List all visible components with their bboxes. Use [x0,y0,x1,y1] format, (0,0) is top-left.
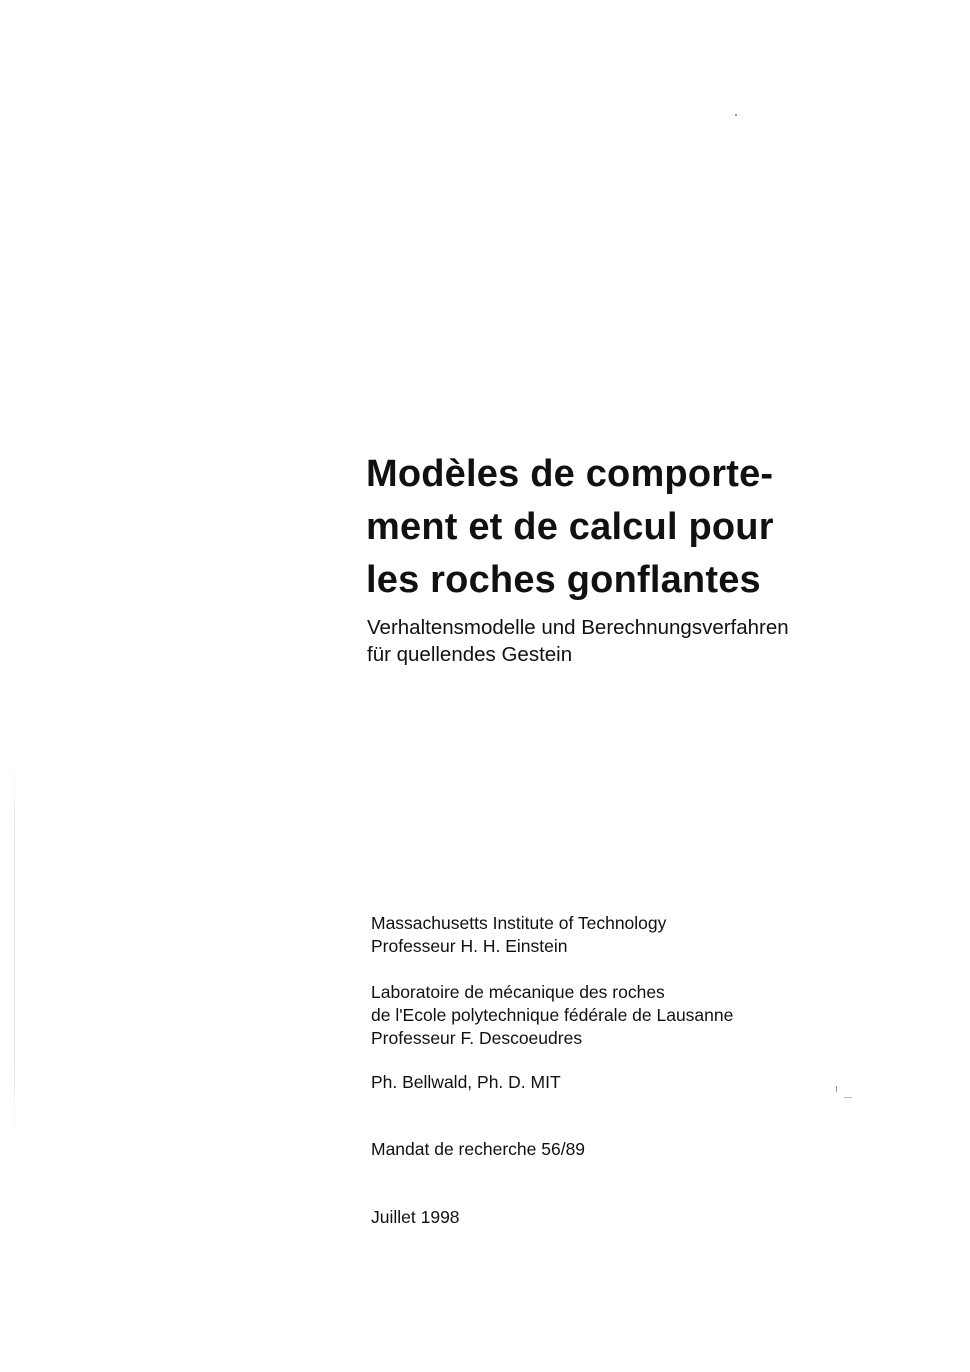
institution-mit [371,912,931,958]
mandate-block [371,1138,931,1161]
laboratory-name: Laboratoire de mécanique des roches [371,982,665,1002]
document-subtitle [367,614,927,668]
subtitle-line: Verhaltensmodelle und Berechnungsverfahren [367,616,789,639]
author-name: Ph. Bellwald, Ph. D. MIT [371,1072,561,1092]
subtitle-line: für quellendes Gestein [367,643,573,666]
professor-name: Professeur F. Descoeudres [371,1028,583,1048]
document-title [366,448,926,607]
scan-edge-shadow [14,760,15,1140]
date-block [371,1206,931,1229]
professor-name: Professeur H. H. Einstein [371,936,568,956]
research-mandate: Mandat de recherche 56/89 [371,1139,586,1159]
scan-speck [844,1097,852,1098]
title-line: Modèles de comporte- [366,453,774,495]
author-block [371,1071,931,1094]
institution-epfl [371,981,931,1050]
publication-date: Juillet 1998 [371,1207,460,1227]
institution-name: Massachusetts Institute of Technology [371,913,667,933]
title-line: ment et de calcul pour [366,506,774,548]
school-name: de l'Ecole polytechnique fédérale de Lausanne [371,1005,734,1025]
title-line: les roches gonflantes [366,559,761,601]
scan-speck [735,114,737,116]
